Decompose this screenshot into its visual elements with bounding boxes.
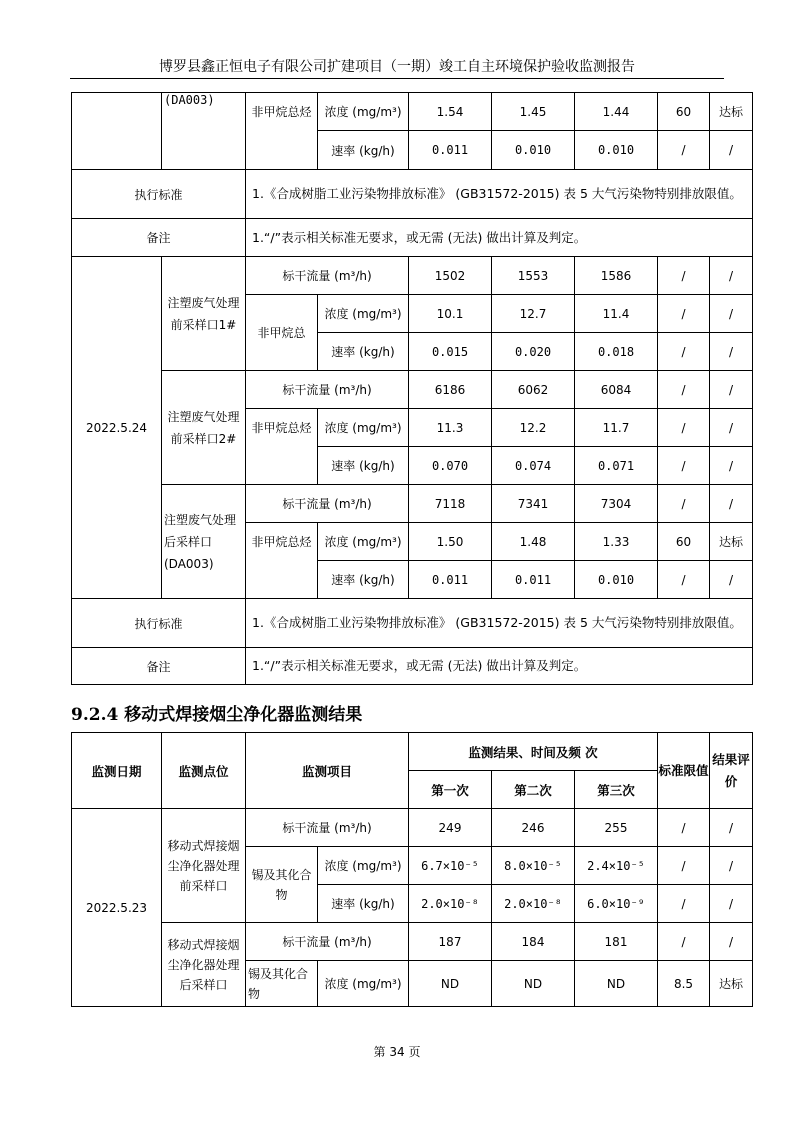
limit-cell: 60 [658, 523, 710, 561]
value-cell: 7118 [409, 485, 492, 523]
header-item: 监测项目 [246, 733, 409, 809]
eval-cell: 达标 [710, 523, 753, 561]
item-cell: 锡及其化合物 [246, 847, 318, 923]
standard-label: 执行标准 [72, 170, 246, 219]
limit-cell: / [658, 295, 710, 333]
header-second: 第二次 [492, 771, 575, 809]
standard-row [72, 599, 753, 648]
limit-cell: / [658, 333, 710, 371]
limit-cell: / [658, 371, 710, 409]
header-date: 监测日期 [72, 733, 162, 809]
value-cell: 10.1 [409, 295, 492, 333]
eval-cell: / [710, 447, 753, 485]
value-cell: 1.45 [492, 93, 575, 131]
param-label: 速率 (kg/h) [318, 561, 409, 599]
header-third: 第三次 [575, 771, 658, 809]
value-cell: 181 [575, 923, 658, 961]
date-cell: 2022.5.24 [72, 257, 162, 599]
location-cell: 注塑废气处理前采样口1# [162, 257, 246, 371]
param-label: 浓度 (mg/m³) [318, 409, 409, 447]
value-cell: ND [409, 961, 492, 1007]
limit-cell: / [658, 923, 710, 961]
param-label: 浓度 (mg/m³) [318, 295, 409, 333]
eval-cell: / [710, 809, 753, 847]
item-cell: 非甲烷总 [246, 295, 318, 371]
value-cell: 11.3 [409, 409, 492, 447]
eval-cell: / [710, 409, 753, 447]
value-cell: 12.2 [492, 409, 575, 447]
standard-label: 执行标准 [72, 599, 246, 648]
eval-cell: 达标 [710, 93, 753, 131]
header-results: 监测结果、时间及频 次 [409, 733, 658, 771]
eval-cell: / [710, 257, 753, 295]
value-cell: 0.010 [492, 131, 575, 170]
section-title: 9.2.4 移动式焊接烟尘净化器监测结果 [71, 705, 363, 725]
eval-cell: / [710, 295, 753, 333]
value-cell: 6.7×10⁻⁵ [409, 847, 492, 885]
value-cell: ND [575, 961, 658, 1007]
item-cell: 非甲烷总烃 [246, 523, 318, 599]
value-cell: 0.010 [575, 561, 658, 599]
value-cell: 11.7 [575, 409, 658, 447]
location-cell: 移动式焊接烟尘净化器处理后采样口 [162, 923, 246, 1007]
header-limit: 标准限值 [658, 733, 710, 809]
eval-cell: / [710, 371, 753, 409]
location-label: (DA003) [164, 93, 215, 107]
limit-cell: / [658, 257, 710, 295]
table-row [72, 923, 753, 961]
value-cell: 0.011 [492, 561, 575, 599]
location-cell: 移动式焊接烟尘净化器处理前采样口 [162, 809, 246, 923]
value-cell: 0.011 [409, 561, 492, 599]
location-cell: 注塑废气处理后采样口(DA003) [162, 485, 246, 599]
header-eval: 结果评价 [710, 733, 753, 809]
value-cell: 11.4 [575, 295, 658, 333]
value-cell: 1.54 [409, 93, 492, 131]
note-row [72, 648, 753, 685]
eval-cell: / [710, 131, 753, 170]
value-cell: 2.4×10⁻⁵ [575, 847, 658, 885]
value-cell: 1.33 [575, 523, 658, 561]
param-label: 浓度 (mg/m³) [318, 93, 409, 131]
table-row [72, 93, 753, 131]
eval-cell: / [710, 847, 753, 885]
location-cell [162, 93, 246, 170]
value-cell: 1.50 [409, 523, 492, 561]
value-cell: 7304 [575, 485, 658, 523]
limit-cell: / [658, 131, 710, 170]
value-cell: 6062 [492, 371, 575, 409]
item-cell: 非甲烷总烃 [246, 93, 318, 170]
param-label: 速率 (kg/h) [318, 333, 409, 371]
param-label: 标干流量 (m³/h) [246, 257, 409, 295]
value-cell: 6.0×10⁻⁹ [575, 885, 658, 923]
eval-cell: / [710, 885, 753, 923]
param-label: 浓度 (mg/m³) [318, 961, 409, 1007]
limit-cell: / [658, 809, 710, 847]
value-cell: 6186 [409, 371, 492, 409]
note-text: 1.“/”表示相关标准无要求，或无需 (无法) 做出计算及判定。 [246, 219, 753, 257]
table-row [72, 485, 753, 523]
table-row [72, 809, 753, 847]
eval-cell: / [710, 561, 753, 599]
param-label: 浓度 (mg/m³) [318, 523, 409, 561]
value-cell: 0.020 [492, 333, 575, 371]
report-header: 博罗县鑫正恒电子有限公司扩建项目（一期）竣工自主环境保护验收监测报告 [70, 56, 724, 79]
header-first: 第一次 [409, 771, 492, 809]
limit-cell: / [658, 485, 710, 523]
date-cell: 2022.5.23 [72, 809, 162, 1007]
value-cell: 1.44 [575, 93, 658, 131]
table-row [72, 257, 753, 295]
value-cell: 255 [575, 809, 658, 847]
value-cell: ND [492, 961, 575, 1007]
value-cell: 249 [409, 809, 492, 847]
standard-text: 1.《合成树脂工业污染物排放标准》 (GB31572-2015) 表 5 大气污染物特别排放限值。 [246, 599, 753, 648]
value-cell: 1502 [409, 257, 492, 295]
value-cell: 0.070 [409, 447, 492, 485]
value-cell: 0.010 [575, 131, 658, 170]
value-cell: 0.011 [409, 131, 492, 170]
location-cell: 注塑废气处理前采样口2# [162, 371, 246, 485]
note-text: 1.“/”表示相关标准无要求，或无需 (无法) 做出计算及判定。 [246, 648, 753, 685]
eval-cell: / [710, 485, 753, 523]
standard-text: 1.《合成树脂工业污染物排放标准》 (GB31572-2015) 表 5 大气污染物特别排放限值。 [246, 170, 753, 219]
item-cell: 锡及其化合物 [246, 961, 318, 1007]
limit-cell: / [658, 847, 710, 885]
value-cell: 6084 [575, 371, 658, 409]
limit-cell: / [658, 447, 710, 485]
table-header-row [72, 733, 753, 771]
note-label: 备注 [72, 648, 246, 685]
param-label: 标干流量 (m³/h) [246, 371, 409, 409]
monitoring-table-nmhc [71, 92, 753, 685]
param-label: 速率 (kg/h) [318, 131, 409, 170]
param-label: 标干流量 (m³/h) [246, 809, 409, 847]
eval-cell: 达标 [710, 961, 753, 1007]
value-cell: 0.071 [575, 447, 658, 485]
param-label: 浓度 (mg/m³) [318, 847, 409, 885]
header-point: 监测点位 [162, 733, 246, 809]
page-number: 第 34 页 [373, 1045, 421, 1059]
param-label: 速率 (kg/h) [318, 885, 409, 923]
value-cell: 2.0×10⁻⁸ [409, 885, 492, 923]
table-row [72, 371, 753, 409]
limit-cell: / [658, 885, 710, 923]
value-cell: 2.0×10⁻⁸ [492, 885, 575, 923]
eval-cell: / [710, 333, 753, 371]
date-cell [72, 93, 162, 170]
value-cell: 0.074 [492, 447, 575, 485]
param-label: 标干流量 (m³/h) [246, 923, 409, 961]
monitoring-table-tin [71, 732, 753, 1007]
note-label: 备注 [72, 219, 246, 257]
value-cell: 0.018 [575, 333, 658, 371]
item-cell: 非甲烷总烃 [246, 409, 318, 485]
limit-cell: / [658, 561, 710, 599]
limit-cell: 8.5 [658, 961, 710, 1007]
value-cell: 184 [492, 923, 575, 961]
limit-cell: / [658, 409, 710, 447]
value-cell: 1586 [575, 257, 658, 295]
value-cell: 0.015 [409, 333, 492, 371]
value-cell: 1.48 [492, 523, 575, 561]
param-label: 标干流量 (m³/h) [246, 485, 409, 523]
value-cell: 12.7 [492, 295, 575, 333]
value-cell: 7341 [492, 485, 575, 523]
value-cell: 187 [409, 923, 492, 961]
note-row [72, 219, 753, 257]
value-cell: 8.0×10⁻⁵ [492, 847, 575, 885]
value-cell: 1553 [492, 257, 575, 295]
standard-row [72, 170, 753, 219]
limit-cell: 60 [658, 93, 710, 131]
eval-cell: / [710, 923, 753, 961]
param-label: 速率 (kg/h) [318, 447, 409, 485]
value-cell: 246 [492, 809, 575, 847]
